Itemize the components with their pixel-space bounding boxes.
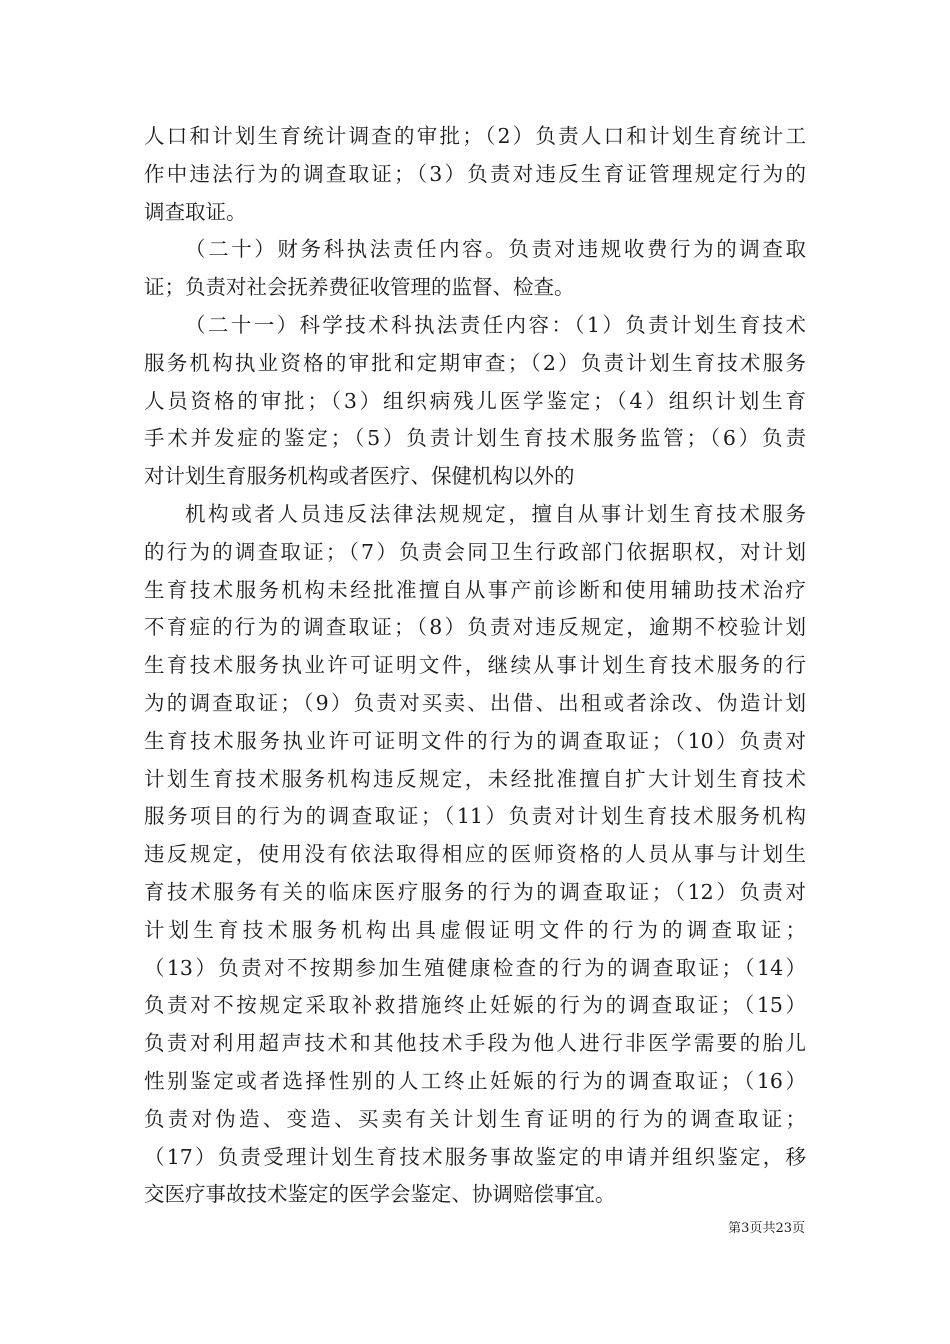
text-line: 计划生育技术服务机构出具虚假证明文件的行为的调查取证； [144,917,806,942]
text-line: 的行为的调查取证；（7）负责会同卫生行政部门依据职权，对计划 [144,539,806,564]
text-line: 服务项目的行为的调查取证；（11）负责对计划生育技术服务机构 [144,804,806,829]
text-line: 负责对不按规定采取补救措施终止妊娠的行为的调查取证；（15） [144,993,806,1018]
text-line: 手术并发症的鉴定；（5）负责计划生育技术服务监管；（6）负责 [144,426,806,451]
text-line: （17）负责受理计划生育技术服务事故鉴定的申请并组织鉴定，移 [144,1144,806,1169]
text-line: 负责对伪造、变造、买卖有关计划生育证明的行为的调查取证； [144,1106,806,1131]
text-line: （二十）财务科执法责任内容。负责对违规收费行为的调查取 [185,237,806,262]
text-line: 调查取证。 [144,199,247,224]
text-line: （13）负责对不按期参加生殖健康检查的行为的调查取证；（14） [144,955,806,980]
text-line: 性别鉴定或者选择性别的人工终止妊娠的行为的调查取证；（16） [144,1068,806,1093]
text-line: 不育症的行为的调查取证；（8）负责对违反规定，逾期不校验计划 [144,615,806,640]
text-line: （二十一）科学技术科执法责任内容：（1）负责计划生育技术 [185,312,806,337]
text-line: 负责对利用超声技术和其他技术手段为他人进行非医学需要的胎儿 [144,1031,806,1056]
body-text [144,118,806,1214]
text-line: 生育技术服务机构未经批准擅自从事产前诊断和使用辅助技术治疗 [144,577,806,602]
text-line: 违反规定，使用没有依法取得相应的医师资格的人员从事与计划生 [144,842,806,867]
text-line: 计划生育技术服务机构违反规定，未经批准擅自扩大计划生育技术 [144,766,806,791]
text-line: 人口和计划生育统计调查的审批；（2）负责人口和计划生育统计工 [144,124,806,148]
text-line: 育技术服务有关的临床医疗服务的行为的调查取证；（12）负责对 [144,879,806,904]
text-line: 生育技术服务执业许可证明文件的行为的调查取证；（10）负责对 [144,728,806,753]
page-number: 第3页共23页 [728,1221,805,1236]
text-line: 为的调查取证；（9）负责对买卖、出借、出租或者涂改、伪造计划 [144,690,806,715]
text-line: 交医疗事故技术鉴定的医学会鉴定、协调赔偿事宜。 [144,1182,616,1207]
text-line: 对计划生育服务机构或者医疗、保健机构以外的 [144,464,575,489]
text-line: 人员资格的审批；（3）组织病残儿医学鉴定；（4）组织计划生育 [144,388,806,413]
text-line: 生育技术服务执业许可证明文件，继续从事计划生育技术服务的行 [144,653,806,678]
text-line: 服务机构执业资格的审批和定期审查；（2）负责计划生育技术服务 [144,350,806,375]
text-line: 作中违法行为的调查取证；（3）负责对违反生育证管理规定行为的 [144,161,806,186]
text-line: 机构或者人员违反法律法规规定，擅自从事计划生育技术服务 [185,501,806,526]
text-line: 证；负责对社会抚养费征收管理的监督、检查。 [144,275,575,300]
